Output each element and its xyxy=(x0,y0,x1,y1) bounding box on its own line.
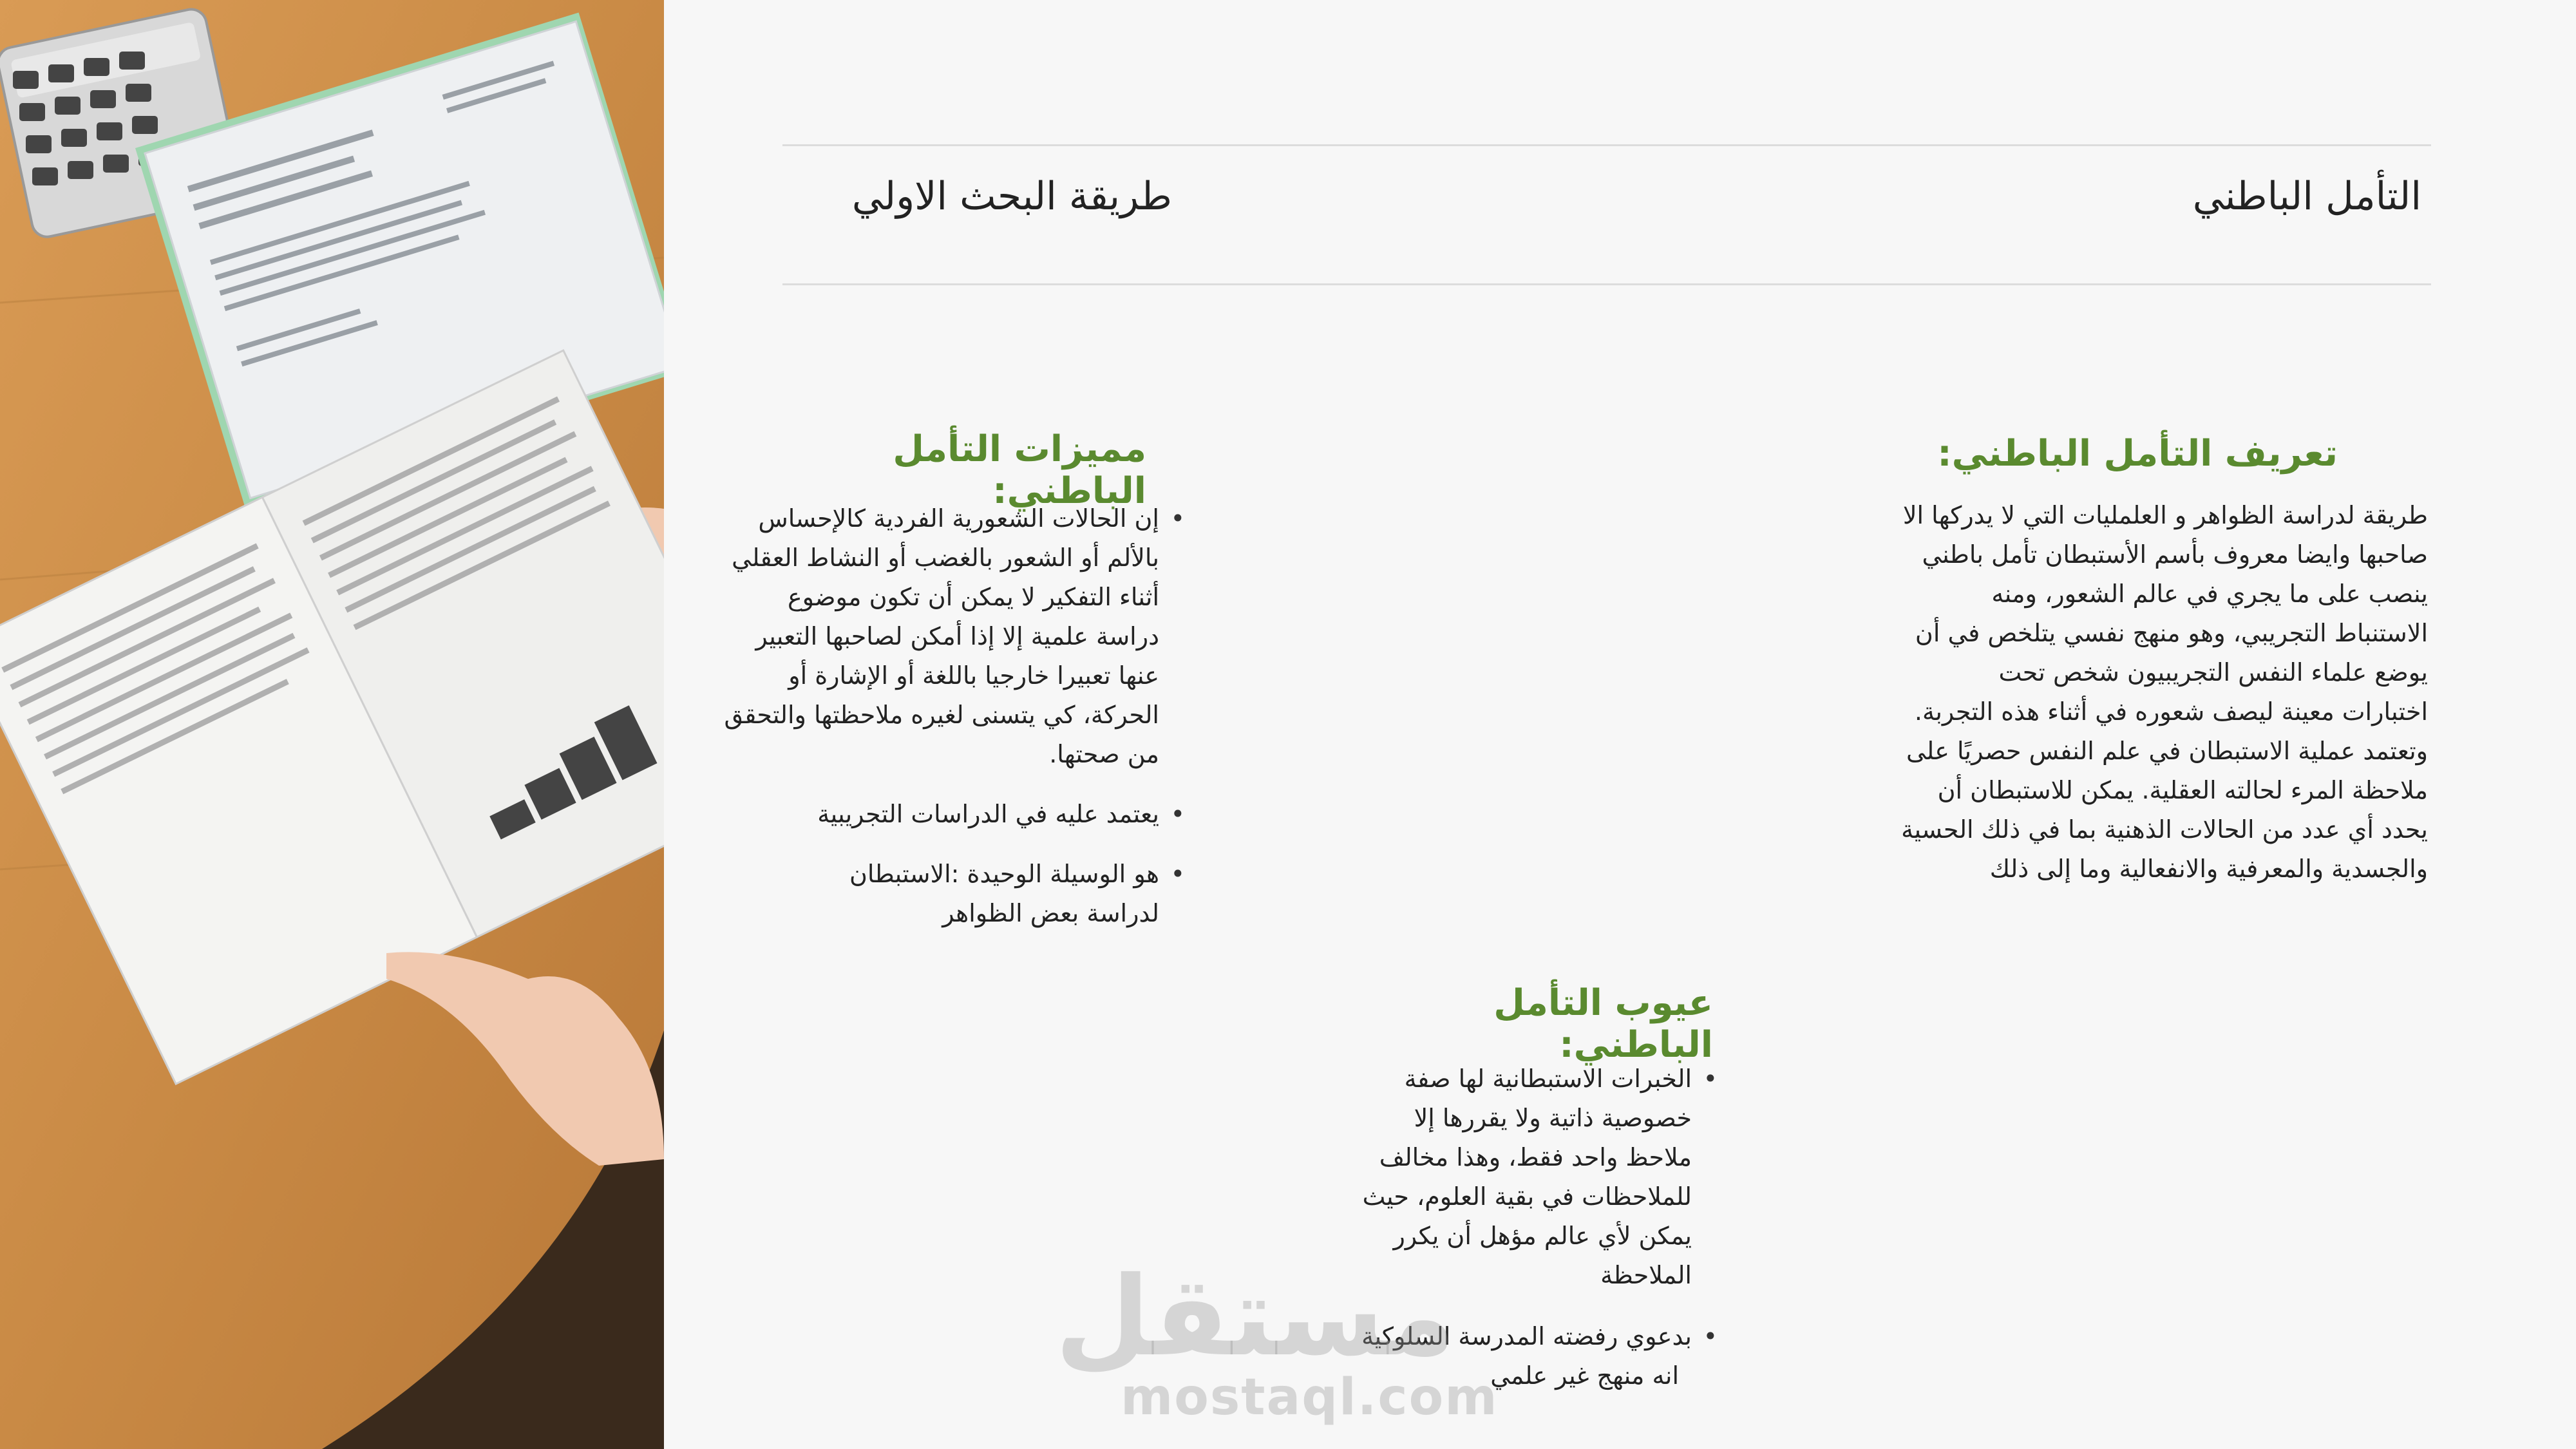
definition-line: الاستنباط التجريبي، وهو منهج نفسي يتلخص في أن xyxy=(1915,619,2428,647)
definition-line: والجسدية والمعرفية والانفعالية وما إلى ذلك xyxy=(1989,855,2428,883)
watermark-latin: mostaql.com xyxy=(1121,1368,1499,1426)
list-item: • يعتمد عليه في الدراسات التجريبية xyxy=(683,795,1159,834)
list-item: • إن الحالات الشعورية الفردية كالإحساس بالألم أو الشعور بالغضب أو النشاط العقلي أثناء التفكير لا يمكن أن تكون موضوع دراسة علمية إلا إذا أمكن لصاحبها التعبير عنها تعبيرا خارجيا باللغة أو الإشارة أو الحركة، كي يتسنى لغيره ملاحظتها والتحقق من صحتها. xyxy=(683,499,1159,774)
advantages-list xyxy=(683,499,1190,958)
list-item: • الخبرات الاستبطانية لها صفة خصوصية ذاتية ولا يقررها إلا ملاحظ واحد فقط، وهذا مخالف للملاحظات في بقية العلوم، حيث يمكن لأي عالم مؤهل أن يكرر الملاحظة xyxy=(1305,1059,1692,1295)
list-item: • هو الوسيلة الوحيدة :الاستبطان لدراسة بعض الظواهر xyxy=(683,855,1159,933)
disadvantages-heading: عيوب التأمل الباطني: xyxy=(1493,982,1713,1066)
definition-heading: تعريف التأمل الباطني: xyxy=(1937,433,2338,475)
header-divider-top xyxy=(782,144,2431,146)
definition-paragraph xyxy=(1861,496,2428,889)
list-item: • بدعوي رفضته المدرسة السلوكية انه منهج غير علمي xyxy=(1305,1317,1692,1396)
desk-photo xyxy=(0,0,664,1449)
slide-subtitle: طريقة البحث الاولي xyxy=(851,174,1172,219)
definition-line: يحدد أي عدد من الحالات الذهنية بما في ذلك الحسية xyxy=(1901,815,2428,844)
header-divider-bottom xyxy=(782,283,2431,285)
watermark-arabic: مستقل xyxy=(1055,1253,1455,1381)
definition-line: صاحبها وايضا معروف بأسم الأستبطان تأمل باطني xyxy=(1922,540,2428,569)
disadvantages-list xyxy=(1305,1059,1723,1420)
definition-line: وتعتمد عملية الاستبطان في علم النفس حصريًا على xyxy=(1906,737,2428,765)
definition-line: اختبارات معينة ليصف شعوره في أثناء هذه التجربة. xyxy=(1914,697,2428,726)
definition-line: يوضع علماء النفس التجريبيون شخص تحت xyxy=(1998,658,2428,687)
definition-line: طريقة لدراسة الظواهر و العلمليات التي لا يدركها الا xyxy=(1902,501,2428,529)
slide-title: التأمل الباطني xyxy=(2192,174,2421,219)
definition-line: ينصب على ما يجري في عالم الشعور، ومنه xyxy=(1991,580,2428,608)
definition-line: ملاحظة المرء لحالته العقلية. يمكن للاستبطان أن xyxy=(1937,776,2428,804)
advantages-heading: مميزات التأمل الباطني: xyxy=(893,428,1146,512)
